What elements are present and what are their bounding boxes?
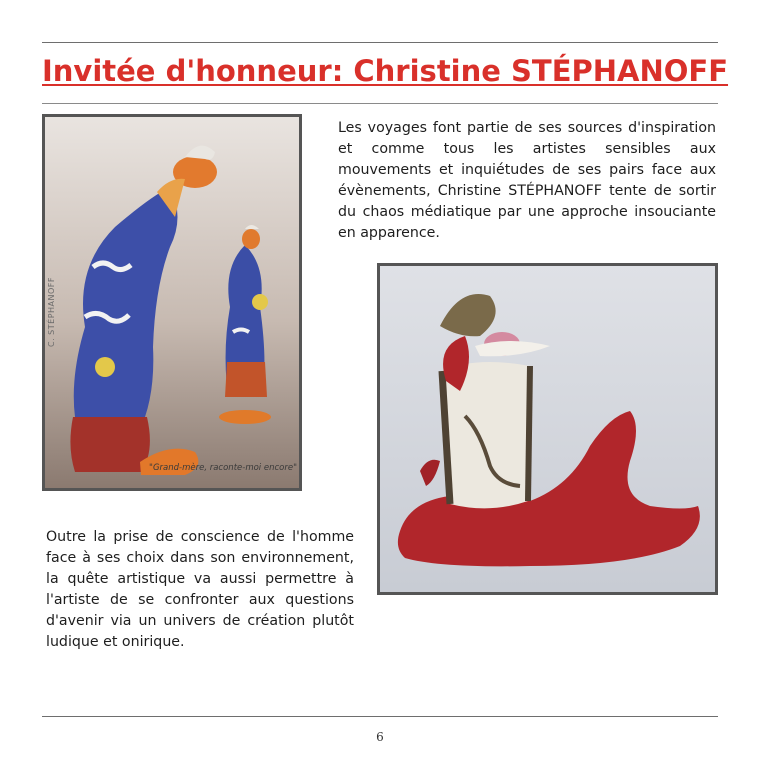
paragraph-intro: Les voyages font partie de ses sources d'inspiration et comme tous les artistes sensibles aux mouvements et inquiétudes de ses pairs face aux évènements, Christine STÉPHANOFF tente de sortir du chaos médiatique par une approche insouciante en apparence. xyxy=(338,120,716,241)
sculpture-photo-grandmother xyxy=(42,114,302,491)
paragraph-artistic-quest: Outre la prise de conscience de l'homme face à ses choix dans son environnement, la quête artistique va aussi permettre à l'artiste de se confronter aux questions d'avenir via un univers de création plutôt ludique et onirique. xyxy=(46,529,354,650)
page-title: Invitée d'honneur: Christine STÉPHANOFF xyxy=(42,54,729,88)
footer-rule xyxy=(42,716,718,717)
page-number: 6 xyxy=(376,730,384,744)
title-rule xyxy=(42,103,718,104)
top-rule xyxy=(42,42,718,43)
artist-signature: C. STÉPHANOFF xyxy=(47,277,56,347)
sculpture-photo-red-figure xyxy=(377,263,718,595)
photo-caption: "Grand-mère, raconte-moi encore" xyxy=(149,463,297,473)
